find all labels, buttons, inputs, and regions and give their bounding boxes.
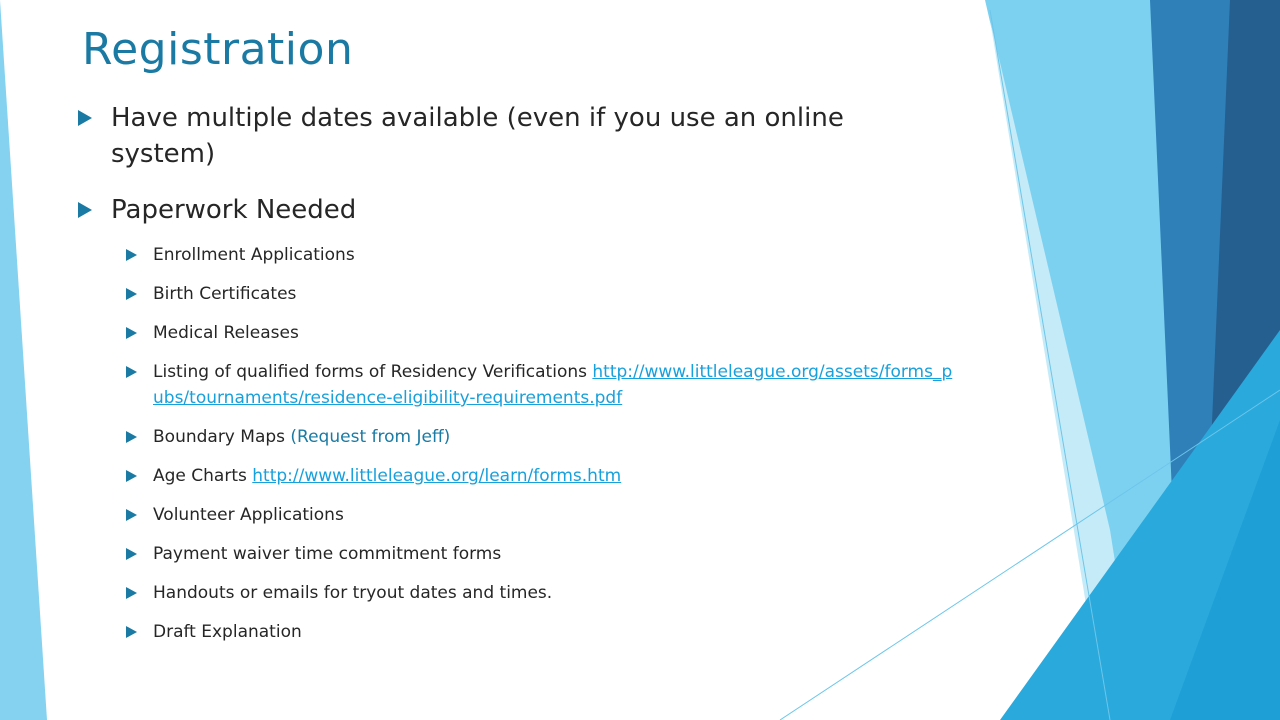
arrow-bullet-icon	[78, 202, 92, 218]
bullet-text: Have multiple dates available (even if you use an online system)	[111, 103, 844, 169]
subbullet-text: Volunteer Applications	[153, 505, 344, 525]
subbullet-medical	[76, 320, 956, 346]
arrow-bullet-icon	[126, 509, 137, 521]
subbullet-text: Enrollment Applications	[153, 245, 355, 265]
arrow-bullet-icon	[126, 587, 137, 599]
subbullet-text: Payment waiver time commitment forms	[153, 544, 502, 564]
subbullet-age	[76, 463, 956, 489]
subbullet-birth	[76, 281, 956, 307]
arrow-bullet-icon	[126, 249, 137, 261]
arrow-bullet-icon	[126, 548, 137, 560]
subbullet-text: Listing of qualified forms of Residency Verifications	[153, 362, 587, 382]
boundary-note: (Request from Jeff)	[290, 427, 451, 447]
arrow-bullet-icon	[126, 327, 137, 339]
subbullet-text: Medical Releases	[153, 323, 299, 343]
subbullet-text: Age Charts	[153, 466, 247, 486]
subbullet-text: Draft Explanation	[153, 622, 302, 642]
arrow-bullet-icon	[126, 366, 137, 378]
subbullet-handouts	[76, 580, 956, 606]
arrow-bullet-icon	[126, 288, 137, 300]
bullet-text: Paperwork Needed	[111, 195, 357, 225]
subbullet-volunteer	[76, 502, 956, 528]
subbullet-text: Birth Certificates	[153, 284, 297, 304]
subbullet-residency	[76, 359, 956, 411]
left-edge-shape	[0, 0, 47, 720]
subbullet-enrollment	[76, 242, 956, 268]
bullet-multiple-dates	[76, 100, 956, 172]
arrow-bullet-icon	[126, 470, 137, 482]
arrow-bullet-icon	[126, 431, 137, 443]
subbullet-payment	[76, 541, 956, 567]
subbullet-text: Boundary Maps	[153, 427, 286, 447]
subbullet-boundary	[76, 424, 956, 450]
residency-link[interactable]: http://www.littleleague.org/assets/forms_pubs/tournaments/residence-eligibility-requirements.pdf	[153, 362, 953, 408]
bullet-list	[76, 100, 956, 658]
subbullet-text: Handouts or emails for tryout dates and times.	[153, 583, 553, 603]
slide-title: Registration	[82, 24, 354, 75]
bullet-paperwork-needed	[76, 192, 956, 228]
arrow-bullet-icon	[126, 626, 137, 638]
arrow-bullet-icon	[78, 110, 92, 126]
age-charts-link[interactable]: http://www.littleleague.org/learn/forms.htm	[252, 466, 622, 486]
subbullet-draft	[76, 619, 956, 645]
